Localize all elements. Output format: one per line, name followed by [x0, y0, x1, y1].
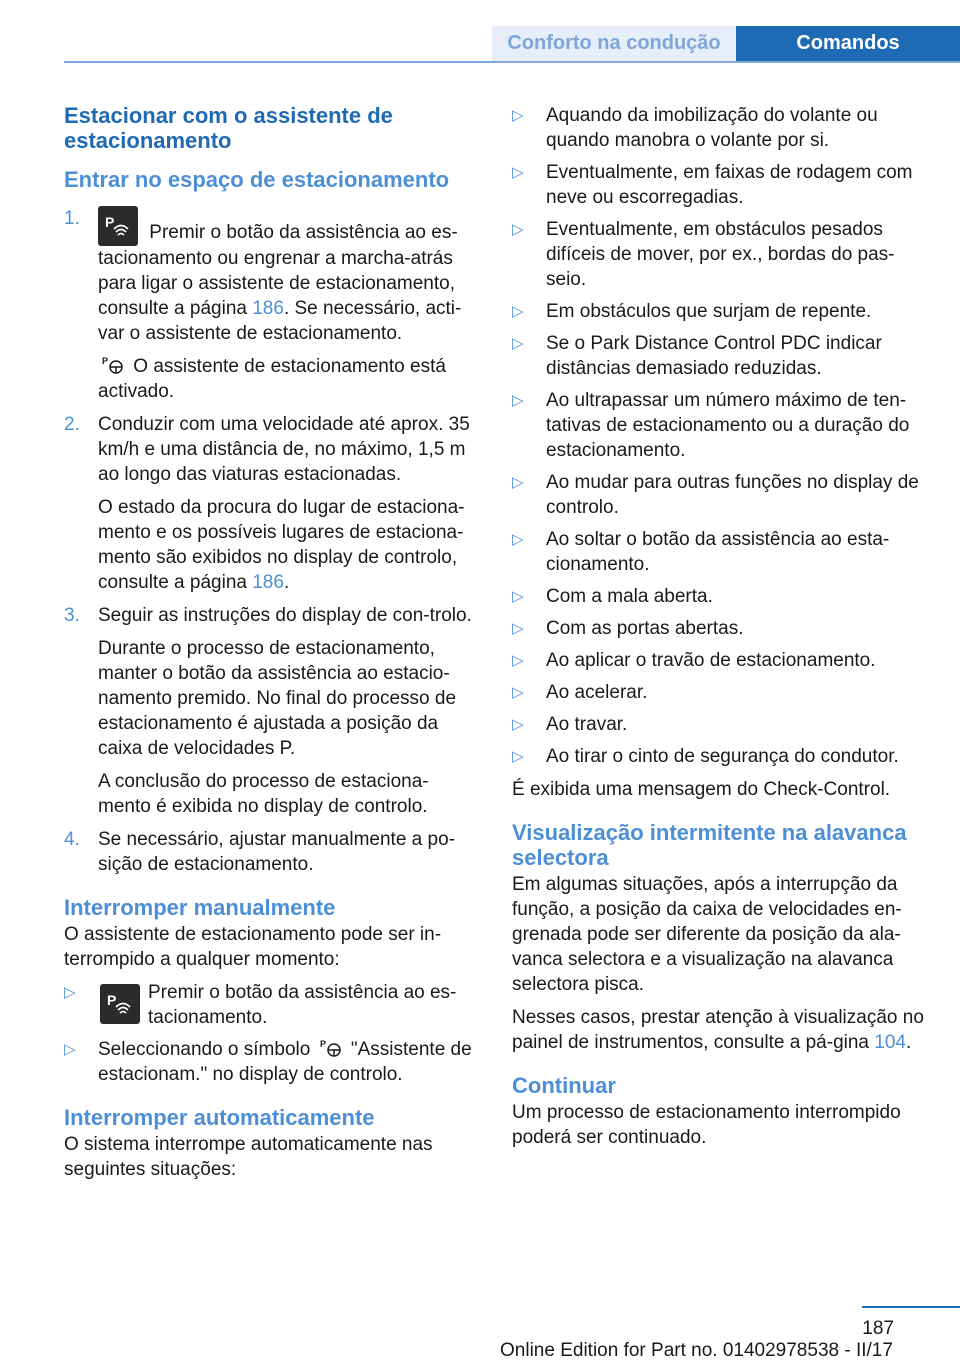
list-item-text: Seleccionando o símbolo: [98, 1039, 311, 1060]
subheading-auto-interrupt: Interromper automaticamente: [64, 1105, 375, 1130]
list-item-text: Ao tirar o cinto de segurança do condutor.: [546, 746, 899, 767]
triangle-right-icon: ▷: [512, 716, 524, 733]
selector-paragraph-2: [512, 1005, 932, 1055]
step-text: Seguir as instruções do display de con‐trolo.: [98, 605, 472, 626]
step-number: 2.: [64, 414, 80, 435]
list-item-text: Com as portas abertas.: [546, 618, 744, 639]
list-item-text: Se o Park Distance Control PDC indicar distâncias demasiado reduzidas.: [546, 333, 882, 379]
park-assist-symbol-icon: [102, 355, 124, 375]
paragraph-text: Nesses casos, prestar atenção à visualização no painel de instrumentos, consulte a pá‐gina: [512, 1007, 924, 1053]
step-note-text: O assistente de estacionamento está activado.: [98, 356, 446, 402]
step-text-end: . Se necessário, acti‐var o assistente de estacionamento.: [98, 298, 462, 344]
list-item: [512, 648, 932, 673]
list-item-text: Premir o botão da assistência ao es‐tacionamento.: [148, 982, 457, 1028]
triangle-right-icon: ▷: [512, 164, 524, 181]
list-item-text: Em obstáculos que surjam de repente.: [546, 301, 872, 322]
auto-intro: O sistema interrompe automaticamente nas seguintes situações:: [64, 1134, 433, 1180]
right-column: [512, 103, 932, 1158]
step-note: Durante o processo de estacionamento, manter o botão da assistência ao estacio‐namento premido. No final do processo de estacionamento é ajustada a posição da caixa de velocidades P.: [98, 638, 457, 759]
list-item-text: Ao mudar para outras funções no display de controlo.: [546, 472, 919, 518]
triangle-right-icon: ▷: [512, 588, 524, 605]
triangle-right-icon: ▷: [512, 303, 524, 320]
step-text: Premir o botão da assistência ao es‐tacionamento ou engrenar a marcha-atrás para ligar o assistente de estacionamento, consulte a página: [98, 222, 458, 319]
paragraph-end: .: [905, 1032, 912, 1053]
step-number: 3.: [64, 605, 80, 626]
list-item: [512, 744, 932, 769]
list-item: [512, 584, 932, 609]
page-link-186[interactable]: 186: [252, 572, 284, 593]
left-column: [64, 103, 476, 1190]
step-1: [64, 206, 476, 404]
step-note-2: A conclusão do processo de estaciona‐mento é exibida no display de controlo.: [98, 771, 429, 817]
page-link-186[interactable]: 186: [252, 298, 284, 319]
list-item: [64, 1037, 476, 1087]
list-item-text: Com a mala aberta.: [546, 586, 713, 607]
step-text: Se necessário, ajustar manualmente a po‐sição de estacionamento.: [98, 829, 455, 875]
list-item: [512, 331, 932, 381]
list-item: [512, 388, 932, 463]
list-item: [512, 470, 932, 520]
list-item: [512, 299, 932, 324]
footer-rule: [862, 1306, 960, 1308]
header-rule: [64, 61, 960, 63]
triangle-right-icon: ▷: [64, 1041, 76, 1058]
triangle-right-icon: ▷: [512, 531, 524, 548]
step-note-text: O estado da procura do lugar de estaciona‐mento e os possíveis lugares de estaciona‐mento são exibidos no display de controlo, consulte a página: [98, 497, 465, 593]
step-text: Conduzir com uma velocidade até aprox. 35 km/h e uma distância de, no máximo, 1,5 m ao longo das viaturas estacionadas.: [98, 414, 470, 485]
subheading-selector-blink: Visualização intermitente na alavanca selectora: [512, 820, 907, 870]
list-item: [512, 217, 932, 292]
triangle-right-icon: ▷: [512, 620, 524, 637]
list-item-text: Eventualmente, em obstáculos pesados difíceis de mover, por ex., bordas do pas‐seio.: [546, 219, 895, 290]
auto-interrupt-list: [512, 103, 932, 769]
step-note: [98, 495, 476, 595]
list-item-text-end: "Assistente de estacionam." no display de controlo.: [98, 1039, 472, 1085]
triangle-right-icon: ▷: [512, 335, 524, 352]
park-assist-symbol-icon: [320, 1038, 342, 1058]
subheading-manual-interrupt: Interromper manualmente: [64, 895, 336, 920]
section-title: Estacionar com o assistente de estacionamento: [64, 103, 393, 153]
list-item-text: Ao soltar o botão da assistência ao esta‐cionamento.: [546, 529, 890, 575]
list-item: [512, 103, 932, 153]
step-2: [64, 412, 476, 595]
subheading-continue: Continuar: [512, 1073, 616, 1098]
list-item-text: Ao aplicar o travão de estacionamento.: [546, 650, 876, 671]
triangle-right-icon: ▷: [512, 107, 524, 124]
list-item: [64, 980, 476, 1030]
header-section-tab: Conforto na condução: [492, 26, 736, 61]
continue-paragraph: Um processo de estacionamento interrompido poderá ser continuado.: [512, 1102, 901, 1148]
list-item: [512, 616, 932, 641]
triangle-right-icon: ▷: [512, 652, 524, 669]
list-item-text: Ao travar.: [546, 714, 628, 735]
triangle-right-icon: ▷: [512, 748, 524, 765]
header-chapter-tab: Comandos: [736, 26, 960, 61]
triangle-right-icon: ▷: [64, 984, 76, 1001]
subheading-enter-space: Entrar no espaço de estacionamento: [64, 167, 450, 192]
page-link-104[interactable]: 104: [874, 1032, 906, 1053]
svg-text:P: P: [107, 992, 117, 1008]
step-4: [64, 827, 476, 877]
list-item: [512, 712, 932, 737]
edition-note: Online Edition for Part no. 01402978538 - II/17: [500, 1340, 893, 1361]
step-3: [64, 603, 476, 819]
manual-intro: O assistente de estacionamento pode ser in‐terrompido a qualquer momento:: [64, 924, 442, 970]
manual-list: [64, 980, 476, 1087]
list-item-text: Aquando da imobilização do volante ou quando manobra o volante por si.: [546, 105, 878, 151]
park-assist-button-icon: [100, 984, 140, 1024]
page-number: 187: [862, 1318, 894, 1339]
list-item-text: Ao ultrapassar um número máximo de ten‐tativas de estacionamento ou a duração do estacionamento.: [546, 390, 910, 461]
svg-text:P: P: [105, 214, 115, 230]
list-item: [512, 527, 932, 577]
list-item: [512, 680, 932, 705]
triangle-right-icon: ▷: [512, 392, 524, 409]
step-note-end: .: [283, 572, 290, 593]
step-number: 1.: [64, 208, 80, 229]
list-item: [512, 160, 932, 210]
selector-paragraph-1: Em algumas situações, após a interrupção da função, a posição da caixa de velocidades en‐grenada pode ser diferente da posição da ala‐vanca selectora e a visualização na alavanca selectora pisca.: [512, 874, 902, 995]
list-item-text: Ao acelerar.: [546, 682, 648, 703]
check-control-note: É exibida uma mensagem do Check-Control.: [512, 779, 891, 800]
svg-text:P: P: [102, 356, 109, 366]
triangle-right-icon: ▷: [512, 684, 524, 701]
triangle-right-icon: ▷: [512, 474, 524, 491]
triangle-right-icon: ▷: [512, 221, 524, 238]
steps-list: [64, 206, 476, 877]
park-assist-button-icon: [98, 206, 138, 246]
list-item-text: Eventualmente, em faixas de rodagem com neve ou escorregadias.: [546, 162, 913, 208]
step-note: [98, 354, 476, 404]
step-number: 4.: [64, 829, 80, 850]
svg-text:P: P: [319, 1039, 326, 1049]
